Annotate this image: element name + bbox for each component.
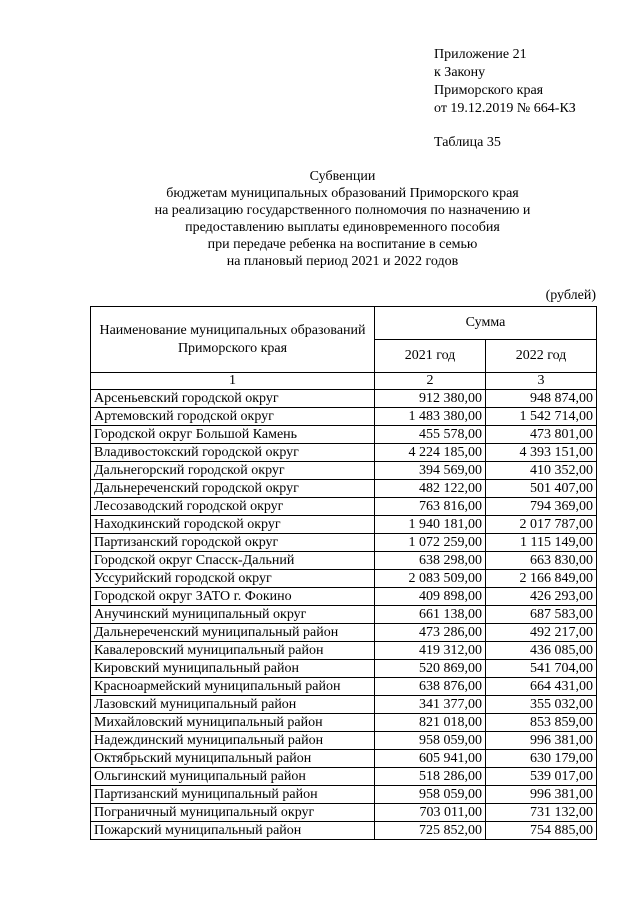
- appendix-line: от 19.12.2019 № 664-КЗ: [434, 101, 576, 116]
- table-row: [91, 426, 597, 444]
- table-number: Таблица 35: [434, 135, 501, 150]
- table-row: [91, 390, 597, 408]
- column-number: 1: [91, 373, 375, 390]
- column-number: 2: [375, 373, 486, 390]
- amount-2021: 1 072 259,00: [375, 534, 486, 552]
- amount-2021: 2 083 509,00: [375, 570, 486, 588]
- amount-2022: 410 352,00: [486, 462, 597, 480]
- subsidies-table: [90, 306, 597, 840]
- table-row: [91, 678, 597, 696]
- table-row: [91, 516, 597, 534]
- municipality-name: Уссурийский городской округ: [91, 570, 375, 588]
- appendix-line: Приложение 21: [434, 47, 527, 62]
- amount-2022: 4 393 151,00: [486, 444, 597, 462]
- amount-2021: 958 059,00: [375, 732, 486, 750]
- amount-2022: 754 885,00: [486, 822, 597, 840]
- table-row: [91, 804, 597, 822]
- amount-2022: 355 032,00: [486, 696, 597, 714]
- appendix-line: Приморского края: [434, 83, 544, 98]
- amount-2022: 996 381,00: [486, 732, 597, 750]
- table-row: [91, 714, 597, 732]
- header-year-2021: 2021 год: [375, 340, 486, 373]
- table-row: [91, 642, 597, 660]
- municipality-name: Партизанский городской округ: [91, 534, 375, 552]
- amount-2022: 996 381,00: [486, 786, 597, 804]
- table-row: [91, 498, 597, 516]
- appendix-line: к Закону: [434, 65, 486, 80]
- municipality-name: Пограничный муниципальный округ: [91, 804, 375, 822]
- amount-2021: 1 483 380,00: [375, 408, 486, 426]
- table-row: [91, 552, 597, 570]
- column-number: 3: [486, 373, 597, 390]
- amount-2022: 473 801,00: [486, 426, 597, 444]
- municipality-name: Анучинский муниципальный округ: [91, 606, 375, 624]
- municipality-name: Пожарский муниципальный район: [91, 822, 375, 840]
- amount-2021: 638 876,00: [375, 678, 486, 696]
- units-label: (рублей): [545, 288, 596, 303]
- amount-2021: 4 224 185,00: [375, 444, 486, 462]
- amount-2022: 1 542 714,00: [486, 408, 597, 426]
- amount-2022: 948 874,00: [486, 390, 597, 408]
- amount-2022: 539 017,00: [486, 768, 597, 786]
- document-title: [90, 168, 595, 270]
- header-name: Наименование муниципальных образований Приморского края: [91, 307, 375, 373]
- municipality-name: Городской округ Большой Камень: [91, 426, 375, 444]
- table-row: [91, 660, 597, 678]
- municipality-name: Лесозаводский городской округ: [91, 498, 375, 516]
- municipality-name: Арсеньевский городской округ: [91, 390, 375, 408]
- amount-2021: 703 011,00: [375, 804, 486, 822]
- table-row: [91, 732, 597, 750]
- amount-2022: 1 115 149,00: [486, 534, 597, 552]
- amount-2021: 912 380,00: [375, 390, 486, 408]
- title-line: при передаче ребенка на воспитание в семью: [207, 237, 478, 252]
- amount-2022: 630 179,00: [486, 750, 597, 768]
- amount-2022: 731 132,00: [486, 804, 597, 822]
- amount-2021: 520 869,00: [375, 660, 486, 678]
- table-row: [91, 480, 597, 498]
- table-row: [91, 768, 597, 786]
- amount-2022: 794 369,00: [486, 498, 597, 516]
- amount-2022: 2 166 849,00: [486, 570, 597, 588]
- amount-2021: 419 312,00: [375, 642, 486, 660]
- title-line: на реализацию государственного полномочия по назначению и: [154, 203, 531, 218]
- municipality-name: Кировский муниципальный район: [91, 660, 375, 678]
- header-year-2022: 2022 год: [486, 340, 597, 373]
- municipality-name: Лазовский муниципальный район: [91, 696, 375, 714]
- municipality-name: Дальнереченский муниципальный район: [91, 624, 375, 642]
- table-row: [91, 606, 597, 624]
- amount-2022: 541 704,00: [486, 660, 597, 678]
- amount-2022: 426 293,00: [486, 588, 597, 606]
- amount-2021: 958 059,00: [375, 786, 486, 804]
- amount-2022: 664 431,00: [486, 678, 597, 696]
- amount-2021: 341 377,00: [375, 696, 486, 714]
- amount-2022: 687 583,00: [486, 606, 597, 624]
- title-line: бюджетам муниципальных образований Приморского края: [166, 186, 519, 201]
- header-sum: Сумма: [375, 307, 597, 340]
- title-line: Субвенции: [309, 169, 376, 184]
- amount-2022: 492 217,00: [486, 624, 597, 642]
- amount-2021: 394 569,00: [375, 462, 486, 480]
- table-body: [91, 390, 597, 840]
- amount-2022: 436 085,00: [486, 642, 597, 660]
- table-row: [91, 534, 597, 552]
- table-row: [91, 786, 597, 804]
- table-row: [91, 624, 597, 642]
- table-row: [91, 588, 597, 606]
- title-line: на плановый период 2021 и 2022 годов: [226, 254, 459, 269]
- amount-2021: 518 286,00: [375, 768, 486, 786]
- table-row: [91, 696, 597, 714]
- appendix-block: [434, 46, 576, 118]
- municipality-name: Находкинский городской округ: [91, 516, 375, 534]
- amount-2021: 409 898,00: [375, 588, 486, 606]
- amount-2021: 661 138,00: [375, 606, 486, 624]
- table-row: [91, 408, 597, 426]
- amount-2021: 638 298,00: [375, 552, 486, 570]
- municipality-name: Партизанский муниципальный район: [91, 786, 375, 804]
- title-line: предоставлению выплаты единовременного пособия: [185, 220, 500, 235]
- municipality-name: Артемовский городской округ: [91, 408, 375, 426]
- municipality-name: Надеждинский муниципальный район: [91, 732, 375, 750]
- municipality-name: Дальнегорский городской округ: [91, 462, 375, 480]
- municipality-name: Владивостокский городской округ: [91, 444, 375, 462]
- amount-2022: 853 859,00: [486, 714, 597, 732]
- municipality-name: Дальнереченский городской округ: [91, 480, 375, 498]
- table-row: [91, 822, 597, 840]
- municipality-name: Михайловский муниципальный район: [91, 714, 375, 732]
- amount-2021: 605 941,00: [375, 750, 486, 768]
- table-row: [91, 750, 597, 768]
- municipality-name: Городской округ ЗАТО г. Фокино: [91, 588, 375, 606]
- amount-2021: 725 852,00: [375, 822, 486, 840]
- municipality-name: Октябрьский муниципальный район: [91, 750, 375, 768]
- amount-2022: 2 017 787,00: [486, 516, 597, 534]
- amount-2021: 473 286,00: [375, 624, 486, 642]
- municipality-name: Городской округ Спасск-Дальний: [91, 552, 375, 570]
- amount-2021: 821 018,00: [375, 714, 486, 732]
- amount-2021: 1 940 181,00: [375, 516, 486, 534]
- municipality-name: Красноармейский муниципальный район: [91, 678, 375, 696]
- amount-2022: 501 407,00: [486, 480, 597, 498]
- table-row: [91, 570, 597, 588]
- amount-2021: 482 122,00: [375, 480, 486, 498]
- table-row: [91, 444, 597, 462]
- municipality-name: Кавалеровский муниципальный район: [91, 642, 375, 660]
- amount-2022: 663 830,00: [486, 552, 597, 570]
- table-row: [91, 462, 597, 480]
- amount-2021: 455 578,00: [375, 426, 486, 444]
- municipality-name: Ольгинский муниципальный район: [91, 768, 375, 786]
- amount-2021: 763 816,00: [375, 498, 486, 516]
